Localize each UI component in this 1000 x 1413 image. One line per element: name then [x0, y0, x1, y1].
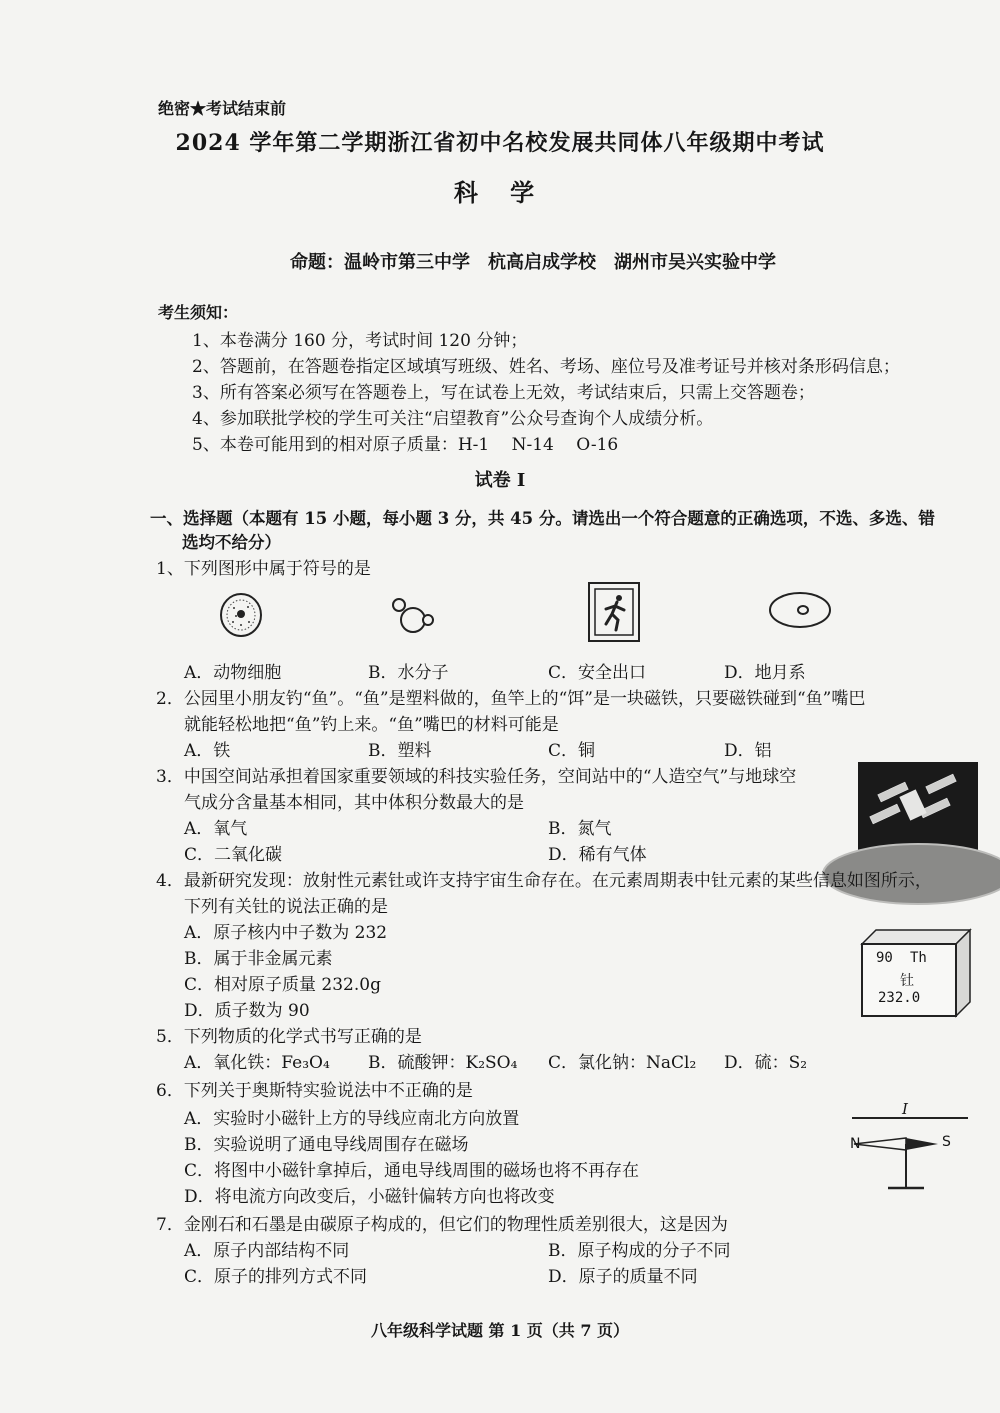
secret-label: 绝密★考试结束前 [158, 99, 287, 118]
q4-option-d: D．质子数为 90 [184, 1001, 310, 1021]
q4-stem: 4．最新研究发现：放射性元素钍或许支持宇宙生命存在。在元素周期表中钍元素的某些信息如图所示， [156, 871, 932, 891]
q7-option-d: D．原子的质量不同 [548, 1267, 698, 1287]
q5-option-d: D．硫：S₂ [724, 1053, 808, 1073]
q3-option-c: C．二氧化碳 [184, 845, 283, 865]
space-station-photo [858, 762, 978, 860]
element-number: 90 [876, 950, 893, 966]
element-card [862, 930, 966, 1014]
exam-title: 2024 学年第二学期浙江省初中名校发展共同体八年级期中考试 [175, 130, 825, 156]
oersted-figure [846, 1100, 976, 1196]
q2-stem-cont: 就能轻松地把“鱼”钓上来。“鱼”嘴巴的材料可能是 [184, 715, 559, 735]
q3-option-b: B．氮气 [548, 819, 612, 839]
q5-stem: 5．下列物质的化学式书写正确的是 [156, 1027, 422, 1047]
notice-item: 3、所有答案必须写在答题卷上，写在试卷上无效，考试结束后，只需上交答题卷； [192, 383, 815, 403]
q6-option-c: C．将图中小磁针拿掉后，通电导线周围的磁场也将不再存在 [184, 1161, 640, 1181]
q3-option-a: A．氧气 [184, 819, 248, 839]
q1-stem: 1、下列图形中属于符号的是 [156, 559, 371, 579]
element-name: 钍 [900, 973, 914, 989]
q2-option-a: A．铁 [184, 741, 231, 761]
q1-option-d: D．地月系 [724, 663, 806, 683]
q6-option-d: D．将电流方向改变后，小磁针偏转方向也将改变 [184, 1187, 555, 1207]
q7-option-a: A．原子内部结构不同 [184, 1241, 350, 1261]
q6-stem: 6．下列关于奥斯特实验说法中不正确的是 [156, 1081, 473, 1101]
q2-option-d: D．铝 [724, 741, 772, 761]
subject-title: 科 学 [453, 178, 547, 207]
q4-stem-cont: 下列有关钍的说法正确的是 [184, 897, 388, 917]
notice-item: 2、答题前，在答题卷指定区域填写班级、姓名、考场、座位号及准考证号并核对条形码信息； [192, 357, 900, 377]
element-symbol: Th [910, 950, 927, 966]
safety-exit-sign-figure [588, 582, 640, 642]
paper-label: 试卷 I [474, 470, 526, 491]
q3-option-d: D．稀有气体 [548, 845, 647, 865]
earth-moon-system-figure [768, 590, 832, 630]
q5-option-a: A．氧化铁：Fe₃O₄ [184, 1053, 330, 1073]
animal-cell-figure [218, 592, 264, 638]
q7-option-c: C．原子的排列方式不同 [184, 1267, 368, 1287]
page-footer: 八年级科学试题 第 1 页（共 7 页） [370, 1321, 630, 1340]
section-heading-cont: 选均不给分） [182, 533, 281, 552]
q2-option-b: B．塑料 [368, 741, 432, 761]
q2-stem: 2．公园里小朋友钓“鱼”。“鱼”是塑料做的，鱼竿上的“饵”是一块磁铁，只要磁铁碰到“鱼”嘴巴 [156, 689, 866, 709]
water-molecule-figure [390, 596, 436, 636]
q1-option-a: A．动物细胞 [184, 663, 282, 683]
current-label: I [902, 1100, 908, 1118]
element-mass: 232.0 [878, 990, 921, 1006]
q7-option-b: B．原子构成的分子不同 [548, 1241, 731, 1261]
q4-option-b: B．属于非金属元素 [184, 949, 333, 969]
q4-option-a: A．原子核内中子数为 232 [184, 923, 388, 943]
q4-option-c: C．相对原子质量 232.0g [184, 975, 381, 995]
authors-line: 命题：温岭市第三中学 杭高启成学校 湖州市吴兴实验中学 [290, 252, 776, 273]
north-pole-label: N [850, 1136, 861, 1152]
q3-stem: 3．中国空间站承担着国家重要领域的科技实验任务，空间站中的“人造空气”与地球空 [156, 767, 797, 787]
q6-option-a: A．实验时小磁针上方的导线应南北方向放置 [184, 1109, 520, 1129]
q3-stem-cont: 气成分含量基本相同，其中体积分数最大的是 [184, 793, 524, 813]
q5-option-c: C．氯化钠：NaCl₂ [548, 1053, 697, 1073]
q1-option-c: C．安全出口 [548, 663, 647, 683]
notice-item: 5、本卷可能用到的相对原子质量：H-1 N-14 O-16 [192, 435, 619, 455]
q6-option-b: B．实验说明了通电导线周围存在磁场 [184, 1135, 469, 1155]
q1-option-b: B．水分子 [368, 663, 449, 683]
south-pole-label: S [942, 1134, 951, 1150]
q2-option-c: C．铜 [548, 741, 596, 761]
notice-item: 1、本卷满分 160 分，考试时间 120 分钟； [192, 331, 528, 351]
q7-stem: 7．金刚石和石墨是由碳原子构成的，但它们的物理性质差别很大，这是因为 [156, 1215, 728, 1235]
section-heading: 一、选择题（本题有 15 小题，每小题 3 分，共 45 分。请选出一个符合题意的正确选项，不选、多选、错 [150, 509, 935, 528]
q5-option-b: B．硫酸钾：K₂SO₄ [368, 1053, 518, 1073]
notice-heading: 考生须知： [158, 303, 239, 322]
notice-item: 4、参加联批学校的学生可关注“启望教育”公众号查询个人成绩分析。 [192, 409, 714, 429]
